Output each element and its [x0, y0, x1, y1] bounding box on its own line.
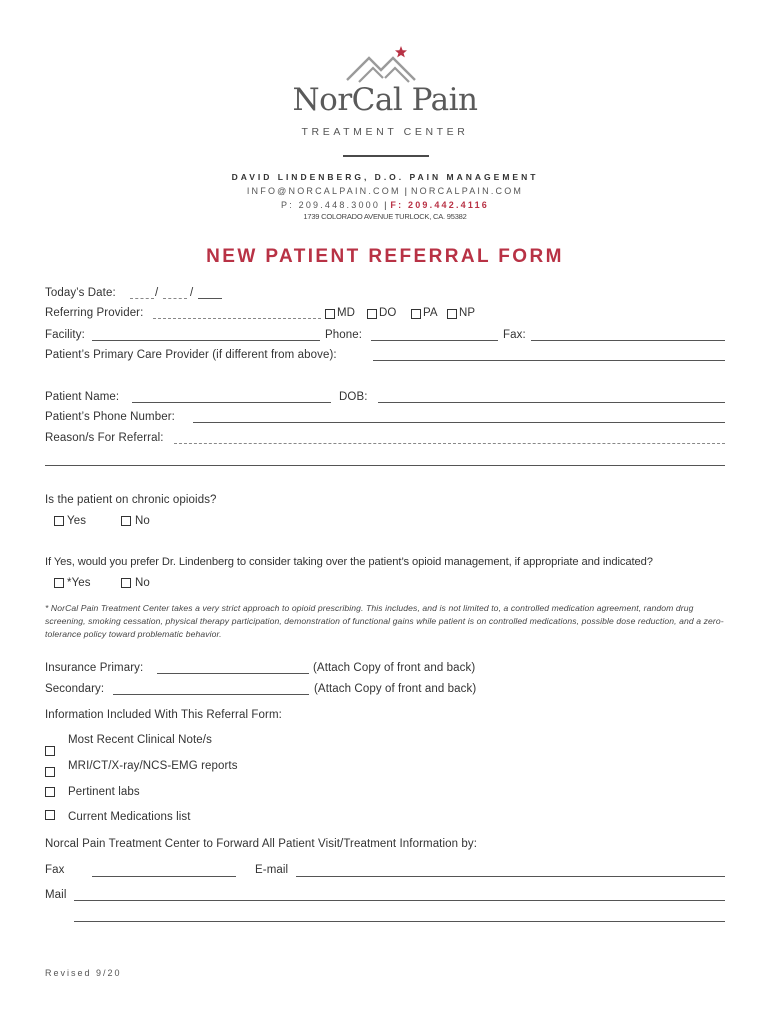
md-label: MD	[337, 307, 356, 319]
insurance-primary-label: Insurance Primary:	[45, 662, 144, 674]
forward-email-label: E-mail	[255, 864, 289, 876]
pa-checkbox[interactable]	[411, 309, 421, 319]
included-medications-checkbox[interactable]	[45, 810, 55, 820]
logo-text: NorCal Pain	[292, 82, 478, 118]
forward-mail-label: Mail	[45, 889, 67, 901]
opioids-yes-checkbox[interactable]	[54, 516, 64, 526]
date-month-field[interactable]	[130, 298, 154, 299]
header-divider	[343, 155, 429, 157]
patient-phone-label: Patient’s Phone Number:	[45, 411, 175, 423]
attach-note: (Attach Copy of front and back)	[313, 662, 476, 674]
date-year-field[interactable]	[198, 298, 222, 299]
patient-name-field[interactable]	[132, 402, 331, 403]
patient-phone-field[interactable]	[193, 422, 725, 423]
facility-label: Facility:	[45, 329, 85, 341]
included-clinical-note-checkbox[interactable]	[45, 746, 55, 756]
date-slash: /	[190, 287, 194, 299]
forward-mail-field[interactable]	[74, 900, 725, 901]
forward-fax-field[interactable]	[92, 876, 236, 877]
dob-label: DOB:	[339, 391, 368, 403]
do-checkbox[interactable]	[367, 309, 377, 319]
opioids-yes-label: Yes	[67, 515, 87, 527]
pcp-label: Patient’s Primary Care Provider (if different from above):	[45, 349, 337, 361]
insurance-primary-field[interactable]	[157, 673, 309, 674]
np-label: NP	[459, 307, 476, 319]
reason-field-line-2[interactable]	[45, 465, 725, 466]
opioids-no-label: No	[135, 515, 150, 527]
opioids-question: Is the patient on chronic opioids?	[45, 494, 217, 506]
referring-provider-label: Referring Provider:	[45, 307, 144, 319]
todays-date-label: Today’s Date:	[45, 287, 116, 299]
included-item-label: Current Medications list	[68, 811, 191, 823]
date-slash: /	[155, 287, 159, 299]
pa-label: PA	[423, 307, 438, 319]
included-item-label: MRI/CT/X-ray/NCS-EMG reports	[68, 760, 238, 772]
pcp-field[interactable]	[373, 360, 725, 361]
included-item-label: Most Recent Clinical Note/s	[68, 734, 212, 746]
opioid-policy-note: * NorCal Pain Treatment Center takes a very strict approach to opioid prescribing. This includes, and is not limited to, a controlled medication agreement, random drug screening, smoking cessation, physical therapy participation, demonstration of functional gains while patient is on controlled medications, possible dose reduction, and a zero-tolerance policy toward problematic behavior.	[45, 603, 724, 639]
takeover-no-label: No	[135, 577, 150, 589]
phone-label: Phone:	[325, 329, 363, 341]
doctor-name: DAVID LINDENBERG, D.O. PAIN MANAGEMENT	[231, 172, 539, 182]
contact-line	[0, 186, 770, 196]
fax-label: Fax:	[503, 329, 526, 341]
fax-text: F: 209.442.4116	[390, 200, 489, 210]
included-imaging-checkbox[interactable]	[45, 767, 55, 777]
date-day-field[interactable]	[163, 298, 187, 299]
forward-mail-field-line-2[interactable]	[74, 921, 725, 922]
form-title: NEW PATIENT REFERRAL FORM	[206, 246, 564, 267]
phone-field[interactable]	[371, 340, 498, 341]
referring-provider-field[interactable]	[153, 318, 321, 319]
website-text: NORCALPAIN.COM	[410, 186, 524, 196]
included-item-label: Pertinent labs	[68, 786, 140, 798]
email-text: INFO@NORCALPAIN.COM	[246, 186, 401, 196]
np-checkbox[interactable]	[447, 309, 457, 319]
facility-field[interactable]	[92, 340, 320, 341]
logo-subtitle: TREATMENT CENTER	[301, 126, 469, 138]
address-text: 1739 COLORADO AVENUE TURLOCK, CA. 95382	[303, 212, 467, 221]
fax-field[interactable]	[531, 340, 725, 341]
forward-fax-label: Fax	[45, 864, 65, 876]
dob-field[interactable]	[378, 402, 725, 403]
opioids-no-checkbox[interactable]	[121, 516, 131, 526]
takeover-yes-checkbox[interactable]	[54, 578, 64, 588]
do-label: DO	[379, 307, 397, 319]
md-checkbox[interactable]	[325, 309, 335, 319]
phone-fax-line	[0, 200, 770, 210]
takeover-no-checkbox[interactable]	[121, 578, 131, 588]
insurance-secondary-field[interactable]	[113, 694, 309, 695]
separator: |	[384, 200, 387, 210]
included-label: Information Included With This Referral Form:	[45, 709, 282, 721]
forward-email-field[interactable]	[296, 876, 725, 877]
included-labs-checkbox[interactable]	[45, 787, 55, 797]
revision-note: Revised 9/20	[45, 968, 122, 978]
attach-note: (Attach Copy of front and back)	[314, 683, 477, 695]
forward-label: Norcal Pain Treatment Center to Forward All Patient Visit/Treatment Information by:	[45, 838, 478, 850]
reason-label: Reason/s For Referral:	[45, 432, 164, 444]
insurance-secondary-label: Secondary:	[45, 683, 105, 695]
reason-field[interactable]	[174, 443, 725, 444]
takeover-yes-label: *Yes	[67, 577, 91, 589]
takeover-question: If Yes, would you prefer Dr. Lindenberg to consider taking over the patient’s opioid management, if appropriate and indicated?	[45, 556, 653, 568]
phone-text: P: 209.448.3000	[281, 200, 381, 210]
patient-name-label: Patient Name:	[45, 391, 120, 403]
separator: |	[404, 186, 407, 196]
mountain-logo-icon	[345, 44, 425, 84]
